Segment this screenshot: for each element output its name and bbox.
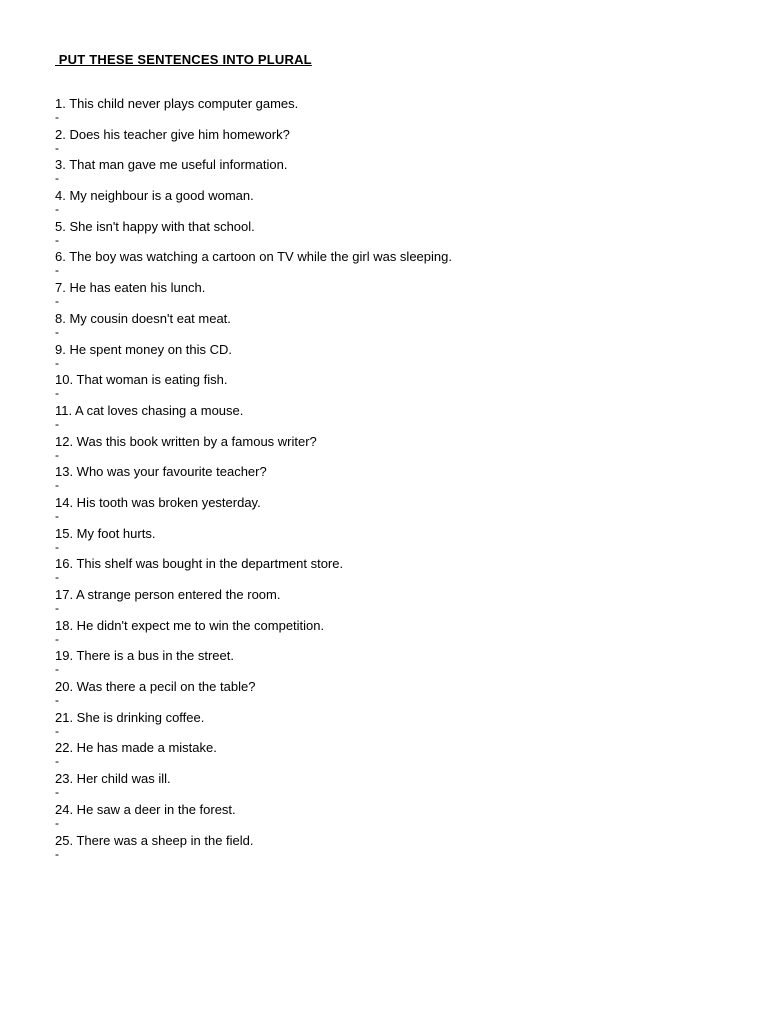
answer-marker: -	[55, 846, 59, 861]
list-item	[55, 802, 452, 833]
answer-marker: -	[55, 662, 59, 677]
sentence-text: 25. There was a sheep in the field.	[55, 832, 254, 848]
list-item	[55, 526, 452, 557]
worksheet-title: PUT THESE SENTENCES INTO PLURAL	[55, 52, 312, 67]
answer-marker: -	[55, 386, 59, 401]
sentence-text: 14. His tooth was broken yesterday.	[55, 494, 261, 510]
list-item	[55, 219, 452, 250]
list-item	[55, 495, 452, 526]
answer-marker: -	[55, 539, 59, 554]
sentence-text: 13. Who was your favourite teacher?	[55, 464, 267, 480]
list-item	[55, 280, 452, 311]
answer-marker: -	[55, 202, 59, 217]
sentence-text: 9. He spent money on this CD.	[55, 341, 233, 357]
answer-marker: -	[55, 140, 59, 155]
answer-marker: -	[55, 416, 59, 431]
list-item	[55, 403, 452, 434]
answer-marker: -	[55, 263, 59, 278]
answer-marker: -	[55, 785, 59, 800]
answer-marker: -	[55, 570, 59, 585]
list-item	[55, 157, 452, 188]
answer-marker: -	[55, 355, 59, 370]
list-item	[55, 342, 452, 373]
answer-marker: -	[55, 232, 59, 247]
sentence-text: 17. A strange person entered the room.	[55, 587, 281, 602]
answer-marker: -	[55, 631, 59, 646]
answer-marker: -	[55, 693, 59, 708]
list-item	[55, 127, 452, 158]
list-item	[55, 648, 452, 679]
sentence-text: 8. My cousin doesn't eat meat.	[55, 310, 231, 326]
sentence-text: 12. Was this book written by a famous writer?	[55, 433, 317, 449]
sentence-text: 18. He didn't expect me to win the competition.	[55, 617, 325, 633]
list-item	[55, 464, 452, 495]
answer-marker: -	[55, 723, 59, 738]
answer-marker: -	[55, 508, 59, 523]
answer-marker: -	[55, 324, 59, 339]
list-item	[55, 311, 452, 342]
sentence-text: 19. There is a bus in the street.	[55, 648, 234, 664]
answer-marker: -	[55, 294, 59, 309]
answer-marker: -	[55, 478, 59, 493]
list-item	[55, 618, 452, 649]
sentence-text: 5. She isn't happy with that school.	[55, 218, 255, 234]
answer-marker: -	[55, 601, 59, 615]
sentence-text: 23. Her child was ill.	[55, 771, 171, 787]
sentence-text: 10. That woman is eating fish.	[55, 372, 228, 388]
sentence-text: 21. She is drinking coffee.	[55, 709, 205, 725]
list-item	[55, 771, 452, 802]
list-item	[55, 434, 452, 465]
sentence-text: 11. A cat loves chasing a mouse.	[55, 402, 244, 418]
list-item	[55, 740, 452, 771]
list-item	[55, 587, 452, 618]
sentence-text: 16. This shelf was bought in the department store.	[55, 556, 344, 572]
answer-marker: -	[55, 447, 59, 462]
sentence-text: 20. Was there a pecil on the table?	[55, 679, 256, 695]
sentence-text: 2. Does his teacher give him homework?	[55, 126, 290, 142]
list-item	[55, 556, 452, 587]
list-item	[55, 96, 452, 127]
answer-marker: -	[55, 815, 59, 830]
sentence-text: 1. This child never plays computer games.	[55, 96, 299, 111]
sentence-text: 24. He saw a deer in the forest.	[55, 801, 236, 817]
sentence-text: 7. He has eaten his lunch.	[55, 280, 206, 296]
list-item	[55, 372, 452, 403]
sentence-text: 4. My neighbour is a good woman.	[55, 188, 254, 204]
list-item	[55, 249, 452, 280]
sentence-list	[55, 96, 452, 863]
answer-marker: -	[55, 110, 59, 124]
list-item	[55, 833, 452, 864]
answer-marker: -	[55, 754, 59, 769]
sentence-text: 15. My foot hurts.	[55, 525, 156, 541]
sentence-text: 3. That man gave me useful information.	[55, 157, 288, 173]
sentence-text: 6. The boy was watching a cartoon on TV while the girl was sleeping.	[55, 249, 452, 265]
list-item	[55, 679, 452, 710]
answer-marker: -	[55, 171, 59, 186]
sentence-text: 22. He has made a mistake.	[55, 740, 217, 756]
list-item	[55, 710, 452, 741]
list-item	[55, 188, 452, 219]
